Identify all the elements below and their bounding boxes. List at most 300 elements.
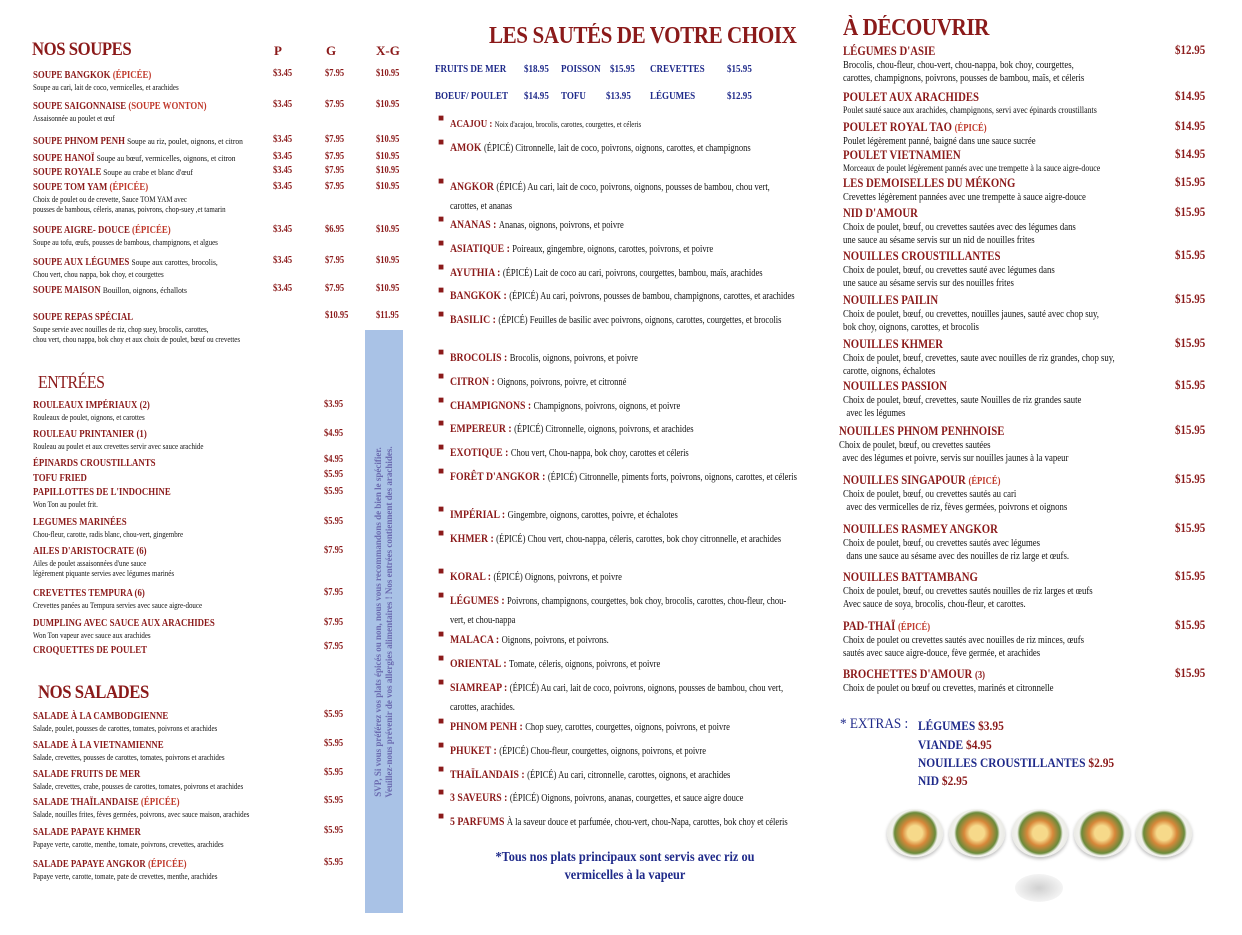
decouvrir-item: [843, 88, 1223, 117]
entree-price: $7.95: [324, 587, 344, 598]
entree-name: ROULEAU PRINTANIER (1): [33, 429, 147, 440]
soup-price: $10.95: [376, 151, 400, 162]
salad-description: Papaye verte, carotte, tomate, pate de crevettes, menthe, arachides: [33, 871, 218, 881]
soups-title: NOS SOUPES: [32, 39, 132, 60]
saute-text: [450, 787, 799, 806]
salad-item: [33, 823, 413, 849]
decouvrir-price: $14.95: [1175, 119, 1206, 133]
soup-price: $7.95: [325, 151, 345, 162]
salad-item: [33, 765, 413, 791]
extra-price: $2.95: [941, 773, 968, 788]
soup-description: Soupe au cari, lait de coco, vermicelles, et arachides: [33, 82, 179, 92]
decouvrir-description: Choix de poulet ou crevettes sautés avec nouilles de riz minces, œufs: [843, 635, 1085, 646]
decouvrir-name: LES DEMOISELLES DU MÉKONG: [843, 176, 1016, 190]
decouvrir-price: $15.95: [1175, 205, 1206, 219]
saute-name: BASILIC :: [450, 314, 499, 326]
spicy-tag: (SOUPE WONTON): [128, 101, 207, 112]
soup-inline-desc: Soupe au riz, poulet, oignons, et citron: [127, 136, 243, 146]
dish-photo-5: [1136, 809, 1192, 857]
soup-item: [33, 281, 413, 297]
saute-name: EMPEREUR :: [450, 423, 515, 435]
saute-description: Oignons, poivrons, et poivrons.: [501, 635, 609, 646]
saute-name: KORAL :: [450, 571, 494, 583]
decouvrir-description: Choix de poulet, bœuf, ou crevettes sautés au cari: [843, 489, 1017, 500]
saute-text: [450, 285, 799, 304]
salads-title: NOS SALADES: [38, 682, 149, 703]
saute-text: [450, 371, 799, 390]
saute-item: [438, 653, 810, 672]
soup-inline-desc: Bouillon, oignons, échallots: [102, 285, 187, 295]
protein-label: TOFU: [561, 91, 586, 102]
dish-photo-3: [1012, 809, 1068, 857]
entree-item: [33, 614, 413, 640]
dish-photo-1: [887, 809, 943, 857]
saute-name: ASIATIQUE :: [450, 243, 513, 255]
salad-price: $5.95: [324, 857, 344, 868]
saute-item: [438, 113, 810, 132]
soup-description: Assaisonnée au poulet et œuf: [33, 113, 115, 123]
spicy-tag: (ÉPICÉ): [509, 683, 541, 694]
decouvrir-price: $15.95: [1175, 666, 1206, 680]
soup-item: [33, 66, 413, 92]
saute-item: [438, 214, 810, 233]
spicy-tag: (ÉPICÉ): [509, 793, 542, 804]
salad-name: SALADE À LA VIETNAMIENNE: [33, 740, 164, 751]
saute-description: Poireaux, gingembre, oignons, carottes, poivrons, et poivre: [512, 244, 714, 255]
decouvrir-item: [843, 204, 1223, 247]
soup-item: [33, 221, 413, 247]
spicy-tag: (ÉPICÉ): [502, 268, 535, 279]
saute-name: ANGKOR: [450, 181, 497, 193]
bullet-icon: ■: [438, 653, 445, 664]
saute-item: [438, 176, 810, 214]
decouvrir-description: carottes, champignons, poivrons, pousses de bambou, maïs, et céleris: [843, 72, 1085, 84]
saute-description: Feuilles de basilic avec poivrons, oignons, carottes, courgettes, et brocolis: [529, 315, 782, 326]
entree-item: [33, 584, 413, 610]
decouvrir-name: NOUILLES KHMER: [843, 337, 944, 351]
entree-name: CROQUETTES DE POULET: [33, 645, 147, 656]
decouvrir-description: sautés avec sauce aigre-douce, fève germée, et arachides: [843, 647, 1041, 659]
bullet-icon: ■: [438, 395, 445, 406]
saute-name: BANGKOK :: [450, 290, 510, 302]
entree-description: Rouleaux de poulet, oignons, et carottes: [33, 412, 145, 422]
entree-description-line-2: légèrement piquante servies avec légumes marinés: [33, 567, 175, 578]
protein-label: CREVETTES: [650, 64, 705, 75]
decouvrir-item: [843, 617, 1223, 660]
soup-inline-desc: Soupe au bœuf, vermicelles, oignons, et citron: [96, 153, 236, 163]
salad-item: [33, 736, 413, 762]
decouvrir-description: avec des vermicelles de riz, fèves germées, poivrons et oignons: [846, 501, 1068, 513]
salad-item: [33, 855, 413, 881]
salad-name: SALADE À LA CAMBODGIENNE: [33, 711, 169, 722]
entree-description: Crevettes panées au Tempura servies avec sauce aigre-douce: [33, 600, 203, 610]
entree-price: $5.95: [324, 486, 344, 497]
saute-item: [438, 238, 810, 257]
soup-name: SOUPE TOM YAM (ÉPICÉE): [33, 182, 149, 193]
spicy-tag: (ÉPICÉ): [496, 534, 528, 545]
spicy-tag: (ÉPICÉ): [527, 770, 559, 781]
soup-name: SOUPE AUX LÉGUMES Soupe aux carottes, brocolis,: [33, 257, 218, 268]
decouvrir-name: NOUILLES BATTAMBANG: [843, 570, 978, 584]
entree-name: TOFU FRIED: [33, 473, 87, 484]
saute-name: BROCOLIS :: [450, 352, 510, 364]
bullet-icon: ■: [438, 590, 445, 601]
bullet-icon: ■: [438, 347, 445, 358]
soup-description-line-2: pousses de bambous, céleris, ananas, poivrons, chop-suey ,et tamarin: [33, 203, 226, 214]
protein-price: $12.95: [727, 91, 752, 102]
bullet-icon: ■: [438, 285, 445, 296]
decouvrir-item: [843, 520, 1223, 563]
saute-text: [450, 504, 799, 523]
decouvrir-item: [843, 42, 1223, 85]
extra-item: [918, 737, 992, 753]
entree-description: Chou-fleur, carotte, radis blanc, chou-vert, gingembre: [33, 529, 184, 539]
spicy-tag: (ÉPICÉE): [132, 225, 171, 236]
decouvrir-description: une sauce au sésame servis sur des nouilles frites: [843, 277, 1014, 289]
saute-name: SIAMREAP :: [450, 682, 510, 694]
spicy-tag: (ÉPICÉE): [112, 70, 152, 81]
entree-name: LEGUMES MARINÉES: [33, 517, 127, 528]
decouvrir-item: [843, 146, 1223, 175]
decouvrir-item: [843, 471, 1223, 514]
spicy-tag: (ÉPICÉE): [109, 182, 149, 193]
saute-item: [438, 418, 810, 437]
decouvrir-description: bok choy, oignons, carottes, et brocolis: [843, 321, 979, 333]
decouvrir-price: $12.95: [1175, 43, 1206, 57]
saute-name: FORÊT D'ANGKOR :: [450, 471, 548, 483]
soup-price: $3.45: [273, 134, 293, 145]
saute-text: [450, 214, 799, 233]
size-header-small: P: [274, 43, 282, 58]
salad-description: Papaye verte, carotte, menthe, tomate, poivrons, crevettes, arachides: [33, 839, 224, 849]
soup-price: $10.95: [376, 99, 400, 110]
saute-description: Chou-fleur, courgettes, oignons, poivrons, et poivre: [530, 746, 707, 757]
decouvrir-item: [843, 174, 1223, 205]
extra-item: [918, 718, 1004, 734]
entree-description: Won Ton vapeur avec sauce aux arachides: [33, 630, 151, 640]
saute-item: [438, 137, 810, 156]
soup-price: $3.45: [273, 255, 293, 266]
soup-price: $10.95: [376, 181, 400, 192]
soup-item: [33, 132, 413, 148]
soup-name: SOUPE ROYALE Soupe au crabe et blanc d'œuf: [33, 167, 193, 178]
soup-price: $10.95: [376, 134, 400, 145]
saute-item: [438, 629, 810, 648]
entree-price: $7.95: [324, 545, 344, 556]
soup-price: $7.95: [325, 181, 345, 192]
protein-price: $13.95: [606, 91, 631, 102]
soup-price: $7.95: [325, 134, 345, 145]
entree-price: $5.95: [324, 469, 344, 480]
saute-text: [450, 347, 799, 366]
saute-item: [438, 504, 810, 523]
entree-item: [33, 641, 413, 657]
saute-name: AYUTHIA :: [450, 267, 503, 279]
spicy-tag: (ÉPICÉ): [493, 572, 525, 583]
decouvrir-item: [843, 118, 1223, 149]
decouvrir-price: $15.95: [1175, 472, 1206, 486]
entree-name: PAPILLOTTES DE L'INDOCHINE: [33, 487, 171, 498]
spicy-tag: (ÉPICÉ): [499, 746, 531, 757]
soup-price: $3.45: [273, 151, 293, 162]
salad-price: $5.95: [324, 825, 344, 836]
decouvrir-description: avec les légumes: [846, 407, 906, 419]
decouvrir-item: [839, 422, 1219, 465]
saute-name: CITRON :: [450, 376, 498, 388]
saute-text: [450, 395, 799, 414]
saute-description: Chou vert, Chou-nappa, bok choy, carottes et céleris: [510, 448, 689, 459]
saute-description: Chop suey, carottes, courgettes, oignons, poivrons, et poivre: [525, 722, 730, 733]
salad-price: $5.95: [324, 738, 344, 749]
saute-name: 5 PARFUMS: [450, 816, 507, 828]
decouvrir-description: Choix de poulet, bœuf, ou crevettes sautés avec légumes: [843, 538, 1041, 549]
saute-description: Ananas, oignons, poivrons, et poivre: [498, 220, 624, 231]
saute-text: [450, 716, 799, 735]
bullet-icon: ■: [438, 113, 445, 124]
saute-item: [438, 566, 810, 585]
decouvrir-price: $15.95: [1175, 175, 1206, 189]
soup-repas-price-large: $10.95: [325, 310, 349, 321]
saute-item: [438, 285, 810, 304]
bullet-icon: ■: [438, 677, 445, 688]
protein-price: $15.95: [610, 64, 635, 75]
soup-repas-description-line-2: chou vert, chou nappa, bok choy et aux choix de poulet, bœuf ou crevettes: [33, 333, 241, 344]
salad-item: [33, 707, 413, 733]
entree-item: [33, 542, 413, 577]
decouvrir-price: $15.95: [1175, 292, 1206, 306]
saute-description: Au cari, lait de coco, poivrons, oignons, pousses de bambou, chou vert, carottes, et ananas: [450, 182, 770, 213]
saute-text: [450, 238, 799, 257]
bullet-icon: ■: [438, 811, 445, 822]
decouvrir-price: $15.95: [1175, 423, 1206, 437]
saute-item: [438, 262, 810, 281]
decouvrir-description: Brocolis, chou-fleur, chou-vert, chou-nappa, bok choy, courgettes,: [843, 60, 1074, 71]
saute-name: KHMER :: [450, 533, 497, 545]
saute-text: [450, 740, 799, 759]
decouvrir-name: NOUILLES PHNOM PENHNOISE: [839, 424, 1005, 438]
decouvrir-description: Avec sauce de soya, brocolis, chou-fleur, et carottes.: [843, 598, 1026, 610]
decouvrir-name: NOUILLES SINGAPOUR (ÉPICÉ): [843, 473, 1001, 487]
saute-name: ORIENTAL :: [450, 658, 510, 670]
saute-text: [450, 590, 799, 628]
saute-description: Lait de coco au cari, poivrons, courgettes, bambou, maïs, arachides: [534, 268, 763, 279]
entree-name: AILES D'ARISTOCRATE (6): [33, 546, 147, 557]
salad-price: $5.95: [324, 795, 344, 806]
salad-price: $5.95: [324, 767, 344, 778]
saute-text: [450, 137, 799, 156]
soup-item: [33, 97, 413, 123]
bullet-icon: ■: [438, 787, 445, 798]
protein-label: POISSON: [561, 64, 601, 75]
saute-name: ANANAS :: [450, 219, 499, 231]
soup-price: $10.95: [376, 68, 400, 79]
soup-price: $7.95: [325, 99, 345, 110]
entree-price: $7.95: [324, 641, 344, 652]
bullet-icon: ■: [438, 764, 445, 775]
saute-description: Oignons, poivrons, ananas, courgettes, et sauce aigre douce: [541, 793, 744, 804]
bullet-icon: ■: [438, 740, 445, 751]
decouvrir-price: $15.95: [1175, 336, 1206, 350]
spicy-tag: (ÉPICÉ): [509, 291, 541, 302]
saute-name: CHAMPIGNONS :: [450, 400, 534, 412]
saute-text: [450, 764, 799, 783]
dish-photo-2: [949, 809, 1005, 857]
saute-description: Au cari, poivrons, pousses de bambou, champignons, carottes, et arachides: [540, 291, 795, 302]
spicy-tag: (ÉPICÉ): [898, 622, 931, 633]
allergy-notice-banner: [365, 330, 403, 913]
size-header-large: G: [326, 43, 337, 58]
saute-item: [438, 395, 810, 414]
decouvrir-item: [843, 247, 1223, 290]
decouvrir-description: dans une sauce au sésame avec des nouilles de riz large et œufs.: [846, 550, 1070, 562]
saute-item: [438, 740, 810, 759]
spicy-tag: (ÉPICÉE): [140, 797, 180, 808]
saute-item: [438, 677, 810, 715]
protein-price: $18.95: [524, 64, 549, 75]
entree-name: DUMPLING AVEC SAUCE AUX ARACHIDES: [33, 618, 215, 629]
decouvrir-description: carotte, oignons, échalotes: [843, 365, 936, 377]
saute-name: LÉGUMES :: [450, 595, 508, 607]
saute-description: Poivrons, champignons, courgettes, bok choy, brocolis, carottes, chou-fleur, chou-vert, et chou-nappa: [450, 596, 787, 627]
soup-repas-name: SOUPE REPAS SPÉCIAL: [33, 312, 134, 323]
bullet-icon: ■: [438, 262, 445, 273]
saute-item: [438, 811, 810, 830]
salad-price: $5.95: [324, 709, 344, 720]
bullet-icon: ■: [438, 716, 445, 727]
extra-price: $4.95: [966, 737, 992, 752]
soup-price: $3.45: [273, 283, 293, 294]
salad-name: SALADE PAPAYE KHMER: [33, 827, 141, 838]
decouvrir-item: [843, 291, 1223, 334]
soup-inline-desc: Soupe aux carottes, brocolis,: [131, 257, 218, 267]
decouvrir-name: NID D'AMOUR: [843, 206, 918, 220]
decouvrir-name: NOUILLES PASSION: [843, 379, 948, 393]
saute-text: [450, 528, 799, 547]
saute-text: [450, 811, 799, 830]
soup-price: $10.95: [376, 255, 400, 266]
decouvrir-description: Choix de poulet, bœuf, ou crevettes sauté avec légumes dans: [843, 265, 1055, 276]
extra-name: LÉGUMES: [918, 718, 979, 733]
soup-name: SOUPE SAIGONNAISE (SOUPE WONTON): [33, 101, 207, 112]
soup-name: SOUPE MAISON Bouillon, oignons, échallots: [33, 285, 187, 296]
allergy-notice-line-2: Veuillez-nous prévenir de vos allergies alimentaires ! Nos entrées contiennent des arachides.: [384, 445, 394, 798]
decouvrir-price: $15.95: [1175, 618, 1206, 632]
saute-description: Chou vert, chou-nappa, céleris, carottes, bok choy citronnelle, et arachides: [527, 534, 782, 545]
decouvrir-price: $15.95: [1175, 378, 1206, 392]
decouvrir-description: Choix de poulet, bœuf, ou crevettes, nouilles jaunes, sauté avec chop suy,: [843, 309, 1099, 320]
saute-name: IMPÉRIAL :: [450, 509, 508, 521]
allergy-notice-line-1: SVP, Si vous préférez vos plats épicés ou non, nous vous recommandons de bien le spécifier.: [372, 446, 383, 797]
soup-repas-item: [33, 308, 413, 343]
main-dishes-footnote: *Tous nos plats principaux sont servis avec riz ou vermicelles à la vapeur: [495, 850, 755, 883]
soup-description: Soupe au tofu, œufs, pousses de bambous, champignons, et algues: [33, 237, 218, 247]
saute-item: [438, 347, 810, 366]
entree-price: $4.95: [324, 428, 344, 439]
bullet-icon: ■: [438, 528, 445, 539]
soup-description: Chou vert, chou nappa, bok choy, et courgettes: [33, 269, 164, 279]
soup-price: $7.95: [325, 255, 345, 266]
bullet-icon: ■: [438, 442, 445, 453]
entree-price: $7.95: [324, 617, 344, 628]
dish-photo-4: [1074, 809, 1130, 857]
soup-price: $7.95: [325, 283, 345, 294]
decouvrir-description: Choix de poulet, bœuf, crevettes, saute Nouilles de riz grandes saute: [843, 395, 1082, 406]
size-header-xlarge: X-G: [376, 43, 400, 58]
decouvrir-description: Choix de poulet, bœuf, crevettes, saute avec nouilles de riz grandes, chop suy,: [843, 353, 1115, 364]
extra-name: NID: [918, 773, 942, 788]
decouvrir-name: POULET VIETNAMIEN: [843, 148, 961, 162]
saute-item: [438, 528, 810, 547]
protein-price: $15.95: [727, 64, 752, 75]
entree-description: Won Ton au poulet frit.: [33, 499, 98, 509]
salad-description: Salade, crevettes, crabe, pousses de carottes, tomates, poivrons et arachides: [33, 781, 244, 791]
decouvrir-description: Crevettes légèrement pannées avec une trempette à sauce aigre-douce: [843, 192, 1086, 203]
spicy-tag: (ÉPICÉ): [514, 424, 546, 435]
saute-item: [438, 442, 810, 461]
spicy-tag: (ÉPICÉE): [147, 859, 187, 870]
salad-name: SALADE FRUITS DE MER: [33, 769, 141, 780]
protein-label: BOEUF/ POULET: [435, 91, 509, 102]
extra-name: VIANDE: [918, 737, 967, 752]
decouvrir-price: $15.95: [1175, 569, 1206, 583]
soup-description: Choix de poulet ou de crevette, Sauce TOM YAM avec: [33, 194, 187, 204]
saute-item: [438, 716, 810, 735]
salad-description: Salade, nouilles frites, fèves germées, poivrons, avec sauce maison, arachides: [33, 809, 250, 819]
decouvrir-name: POULET AUX ARACHIDES: [843, 90, 980, 104]
saute-text: [450, 677, 799, 715]
bullet-icon: ■: [438, 566, 445, 577]
saute-text: [450, 262, 799, 281]
soup-inline-desc: Soupe au crabe et blanc d'œuf: [101, 167, 193, 177]
decouvrir-name: POULET ROYAL TAO (ÉPICÉ): [843, 120, 987, 134]
saute-text: [450, 309, 799, 328]
entree-name: ROULEAUX IMPÉRIAUX (2): [33, 400, 150, 411]
saute-description: Oignons, poivrons, poivre, et citronné: [497, 377, 627, 388]
saute-item: [438, 787, 810, 806]
entree-item: [33, 513, 413, 539]
saute-description: Citronnelle, oignons, poivrons, et arachides: [545, 424, 694, 435]
spicy-tag: (ÉPICÉ): [547, 472, 580, 483]
saute-item: [438, 590, 810, 628]
decouvrir-name: PAD-THAÏ (ÉPICÉ): [843, 619, 931, 633]
entree-name: CREVETTES TEMPURA (6): [33, 588, 145, 599]
decouvrir-item: [843, 665, 1223, 696]
decouvrir-description: Poulet légèrement panné, baigné dans une sauce sucrée: [843, 136, 1036, 147]
decouvrir-description: Choix de poulet, bœuf, ou crevettes sautées: [839, 440, 991, 451]
spicy-tag: (ÉPICÉ): [968, 476, 1001, 487]
soup-price: $3.45: [273, 224, 293, 235]
decouvrir-description: Morceaux de poulet légèrement pannés avec une trempette à la sauce aigre-douce: [843, 164, 1101, 174]
extra-item: [918, 773, 968, 789]
saute-text: [450, 629, 799, 648]
saute-description: Tomate, céleris, oignons, poivrons, et poivre: [509, 659, 661, 670]
saute-text: [450, 466, 799, 485]
entree-price: $4.95: [324, 454, 344, 465]
entrees-title: ENTRÉES: [38, 372, 105, 392]
entree-description: Rouleau au poulet et aux crevettes servir avec sauce arachide: [33, 441, 204, 451]
saute-name: AMOK: [450, 142, 484, 154]
saute-description: Citronnelle, lait de coco, poivrons, oignons, carottes, et champignons: [515, 143, 751, 154]
saute-name: 3 SAVEURS :: [450, 792, 510, 804]
soup-name: SOUPE AIGRE- DOUCE (ÉPICÉE): [33, 225, 171, 236]
soup-price: $10.95: [376, 283, 400, 294]
saute-item: [438, 309, 810, 328]
soup-item: [33, 253, 413, 279]
entree-description: Ailes de poulet assaisonnées d'une sauce: [33, 558, 147, 568]
decouvrir-name: NOUILLES PAILIN: [843, 293, 939, 307]
spicy-tag: (ÉPICÉ): [483, 143, 516, 154]
protein-label: FRUITS DE MER: [435, 64, 507, 75]
